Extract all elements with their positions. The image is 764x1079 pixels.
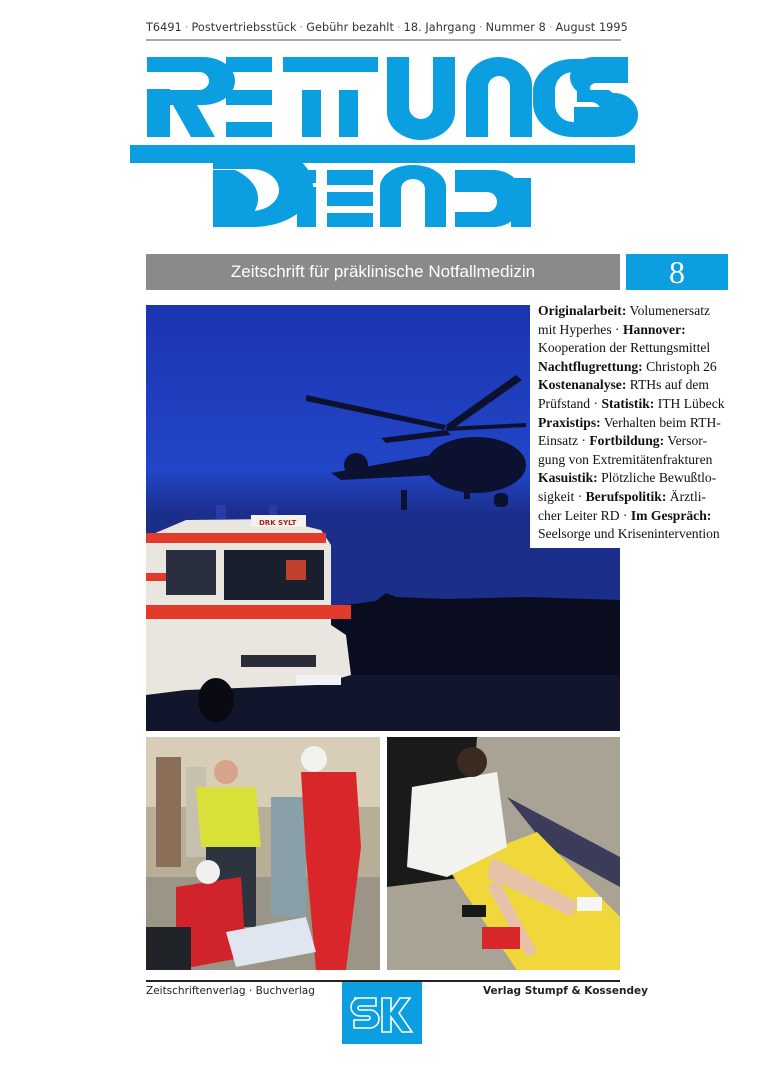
contents-line: Einsatz · Fortbildung: Versor- <box>538 433 708 449</box>
cover-photo-vacuum-mattress <box>387 737 620 970</box>
masthead-logo <box>0 0 764 240</box>
contents-line: Kooperation der Rettungsmittel <box>538 340 711 356</box>
topline-item: Nummer 8 <box>485 21 546 34</box>
separator: · <box>299 21 304 34</box>
topline-item: August 1995 <box>555 21 628 34</box>
publisher-name: Verlag Stumpf & Kossendey <box>483 985 649 997</box>
separator: · <box>479 21 483 34</box>
contents-line: Praxistips: Verhalten beim RTH- <box>538 414 721 430</box>
sk-publisher-logo <box>342 982 422 1044</box>
separator: · <box>548 21 553 34</box>
separator: · <box>396 21 401 34</box>
svg-text:DRK SYLT: DRK SYLT <box>259 519 297 527</box>
contents-line: Kostenanalyse: RTHs auf dem <box>538 377 709 393</box>
contents-line: mit Hyperhes · Hannover: <box>538 321 686 337</box>
cover-photo-paramedics <box>146 737 380 970</box>
topline-item: 18. Jahrgang <box>403 21 476 34</box>
contents-line: Originalarbeit: Volumenersatz <box>538 303 711 318</box>
topline-item: Gebühr bezahlt <box>306 21 394 34</box>
contents-line: Seelsorge und Krisenintervention <box>538 526 720 542</box>
contents-line: sigkeit · Berufspolitik: Ärztli- <box>538 488 707 504</box>
topline-item: Postvertriebsstück <box>191 21 297 34</box>
contents-teaser <box>530 298 728 548</box>
issue-number: 8 <box>626 254 728 290</box>
contents-line: Kasuistik: Plötzliche Bewußtlo- <box>538 470 717 486</box>
separator: · <box>184 21 189 34</box>
contents-line: Nachtflugrettung: Christoph 26 <box>538 358 717 374</box>
topline-item: T6491 <box>146 21 182 34</box>
contents-line: Prüfstand · Statistik: ITH Lübeck <box>538 395 725 411</box>
contents-line: cher Leiter RD · Im Gespräch: <box>538 507 712 523</box>
subtitle-bar: Zeitschrift für präklinische Notfallmedizin <box>146 254 620 290</box>
contents-line: gung von Extremitätenfrakturen <box>538 451 713 467</box>
footer-left: Zeitschriftenverlag · Buchverlag <box>146 985 315 997</box>
